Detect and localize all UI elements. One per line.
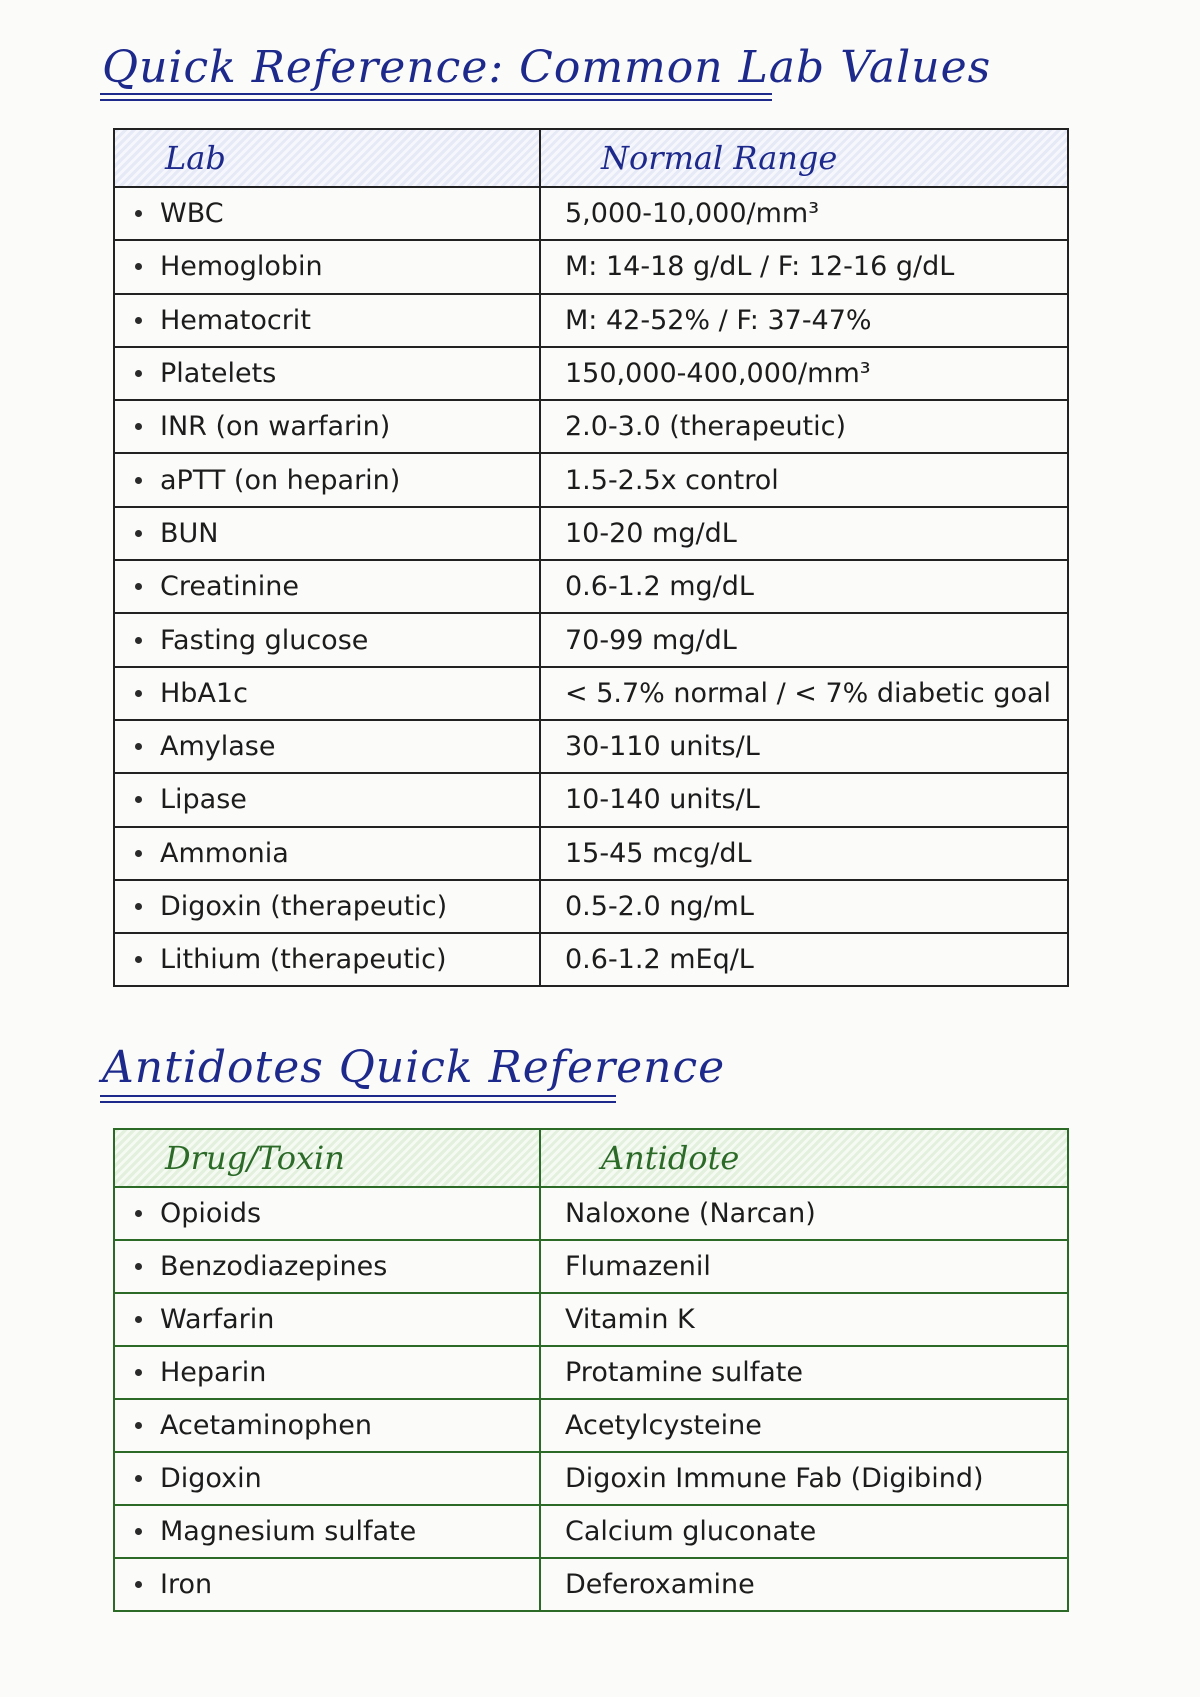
bullet-icon <box>135 1263 142 1270</box>
labs-title: Quick Reference: Common Lab Values <box>102 42 992 93</box>
antidote-cell: Acetylcysteine <box>565 1410 762 1441</box>
table-row <box>115 452 1067 505</box>
table-row <box>115 772 1067 825</box>
drug-toxin-column-header: Drug/Toxin <box>115 1130 541 1186</box>
lab-name-cell <box>115 348 541 399</box>
lab-name-cell-text: Ammonia <box>160 837 289 869</box>
bullet-icon <box>135 637 142 644</box>
antidote-column-header: Antidote <box>601 1139 740 1177</box>
labs-title-underline <box>100 93 772 95</box>
antidotes-title-underline-2 <box>100 1101 616 1103</box>
bullet-icon <box>135 1316 142 1323</box>
bullet-icon <box>135 1369 142 1376</box>
bullet-icon <box>135 1210 142 1217</box>
bullet-icon <box>135 370 142 377</box>
antidotes-title-underline <box>100 1095 616 1097</box>
bullet-icon <box>135 1475 142 1482</box>
bullet-icon <box>135 423 142 430</box>
drug-toxin-cell <box>115 1506 541 1557</box>
lab-name-cell <box>115 721 541 772</box>
lab-name-cell <box>115 774 541 825</box>
normal-range-cell: 0.6-1.2 mg/dL <box>565 571 754 603</box>
lab-values-table <box>113 128 1069 987</box>
lab-name-cell-text: WBC <box>160 198 224 230</box>
bullet-icon <box>135 583 142 590</box>
normal-range-cell: 1.5-2.5x control <box>565 464 779 496</box>
lab-name-cell-text: Platelets <box>160 358 277 390</box>
bullet-icon <box>135 1422 142 1429</box>
drug-toxin-cell <box>115 1559 541 1610</box>
lab-name-cell-text: HbA1c <box>160 677 248 709</box>
antidote-cell: Deferoxamine <box>565 1569 755 1600</box>
normal-range-cell: M: 42-52% / F: 37-47% <box>565 304 872 336</box>
normal-range-cell: < 5.7% normal / < 7% diabetic goal <box>565 677 1052 709</box>
table-row <box>115 1451 1067 1504</box>
antidote-cell: Calcium gluconate <box>565 1516 817 1547</box>
lab-name-cell <box>115 508 541 559</box>
drug-toxin-cell <box>115 1347 541 1398</box>
drug-toxin-cell-text: Digoxin <box>160 1463 262 1494</box>
antidote-cell: Vitamin K <box>565 1304 695 1335</box>
lab-name-cell <box>115 295 541 346</box>
antidote-table-body <box>115 1186 1067 1610</box>
lab-name-cell <box>115 401 541 452</box>
bullet-icon <box>135 903 142 910</box>
labs-title-underline-2 <box>100 99 772 101</box>
table-row <box>115 186 1067 239</box>
table-row <box>115 719 1067 772</box>
lab-name-cell-text: Lipase <box>160 784 247 816</box>
table-row <box>115 932 1067 985</box>
bullet-icon <box>135 743 142 750</box>
lab-name-cell <box>115 668 541 719</box>
drug-toxin-cell <box>115 1294 541 1345</box>
antidote-cell: Protamine sulfate <box>565 1357 804 1388</box>
drug-toxin-cell-text: Heparin <box>160 1357 267 1388</box>
drug-toxin-cell-text: Iron <box>160 1569 213 1600</box>
lab-name-cell <box>115 881 541 932</box>
lab-name-cell <box>115 614 541 665</box>
lab-name-cell-text: Hematocrit <box>160 304 311 336</box>
lab-name-cell <box>115 188 541 239</box>
drug-toxin-cell-text: Acetaminophen <box>160 1410 372 1441</box>
normal-range-cell: 70-99 mg/dL <box>565 624 737 656</box>
table-row <box>115 666 1067 719</box>
lab-name-cell-text: aPTT (on heparin) <box>160 464 401 496</box>
lab-name-cell-text: Fasting glucose <box>160 624 369 656</box>
table-row <box>115 239 1067 292</box>
antidote-cell: Digoxin Immune Fab (Digibind) <box>565 1463 984 1494</box>
lab-name-cell-text: Creatinine <box>160 571 299 603</box>
table-row <box>115 399 1067 452</box>
drug-toxin-cell <box>115 1241 541 1292</box>
normal-range-cell: 10-140 units/L <box>565 784 760 816</box>
lab-name-cell-text: Amylase <box>160 731 276 763</box>
normal-range-cell: 0.5-2.0 ng/mL <box>565 891 754 922</box>
table-row <box>115 346 1067 399</box>
lab-table-header-row <box>115 130 1067 186</box>
bullet-icon <box>135 796 142 803</box>
bullet-icon <box>135 210 142 217</box>
bullet-icon <box>135 1528 142 1535</box>
antidote-table-header-row <box>115 1130 1067 1186</box>
table-row <box>115 1504 1067 1557</box>
antidote-cell: Naloxone (Narcan) <box>565 1198 816 1229</box>
normal-range-cell: M: 14-18 g/dL / F: 12-16 g/dL <box>565 251 955 283</box>
normal-range-cell: 2.0-3.0 (therapeutic) <box>565 411 847 443</box>
table-row <box>115 506 1067 559</box>
lab-name-cell-text: BUN <box>160 517 219 549</box>
normal-range-cell: 10-20 mg/dL <box>565 517 737 549</box>
drug-toxin-cell-text: Magnesium sulfate <box>160 1516 417 1547</box>
lab-name-cell-text: Digoxin (therapeutic) <box>160 891 448 922</box>
table-row <box>115 1398 1067 1451</box>
lab-column-header: Lab <box>115 130 541 186</box>
table-row <box>115 1292 1067 1345</box>
lab-name-cell <box>115 561 541 612</box>
antidotes-title: Antidotes Quick Reference <box>102 1042 726 1093</box>
lab-name-cell-text: Lithium (therapeutic) <box>160 944 447 976</box>
bullet-icon <box>135 317 142 324</box>
table-row <box>115 1345 1067 1398</box>
lab-name-cell <box>115 828 541 879</box>
bullet-icon <box>135 690 142 697</box>
normal-range-cell: 15-45 mcg/dL <box>565 837 752 869</box>
bullet-icon <box>135 1581 142 1588</box>
lab-name-cell <box>115 454 541 505</box>
table-row <box>115 1557 1067 1610</box>
table-row <box>115 1186 1067 1239</box>
table-row <box>115 826 1067 879</box>
normal-range-cell: 5,000-10,000/mm³ <box>565 198 820 230</box>
table-row <box>115 879 1067 932</box>
bullet-icon <box>135 850 142 857</box>
antidote-cell: Flumazenil <box>565 1251 711 1282</box>
lab-name-cell-text: Hemoglobin <box>160 251 323 283</box>
lab-table-body <box>115 186 1067 985</box>
normal-range-cell: 150,000-400,000/mm³ <box>565 358 871 390</box>
drug-toxin-cell-text: Benzodiazepines <box>160 1251 388 1282</box>
lab-name-cell <box>115 934 541 985</box>
antidotes-table <box>113 1128 1069 1612</box>
drug-toxin-cell <box>115 1453 541 1504</box>
drug-toxin-cell-text: Opioids <box>160 1198 262 1229</box>
bullet-icon <box>135 956 142 963</box>
normal-range-cell: 0.6-1.2 mEq/L <box>565 944 754 976</box>
drug-toxin-cell <box>115 1400 541 1451</box>
table-row <box>115 559 1067 612</box>
table-row <box>115 1239 1067 1292</box>
drug-toxin-cell-text: Warfarin <box>160 1304 275 1335</box>
table-row <box>115 612 1067 665</box>
drug-toxin-cell <box>115 1188 541 1239</box>
bullet-icon <box>135 477 142 484</box>
normal-range-cell: 30-110 units/L <box>565 731 760 763</box>
normal-range-column-header: Normal Range <box>601 139 838 177</box>
lab-name-cell <box>115 241 541 292</box>
bullet-icon <box>135 263 142 270</box>
table-row <box>115 293 1067 346</box>
bullet-icon <box>135 530 142 537</box>
lab-name-cell-text: INR (on warfarin) <box>160 411 391 443</box>
